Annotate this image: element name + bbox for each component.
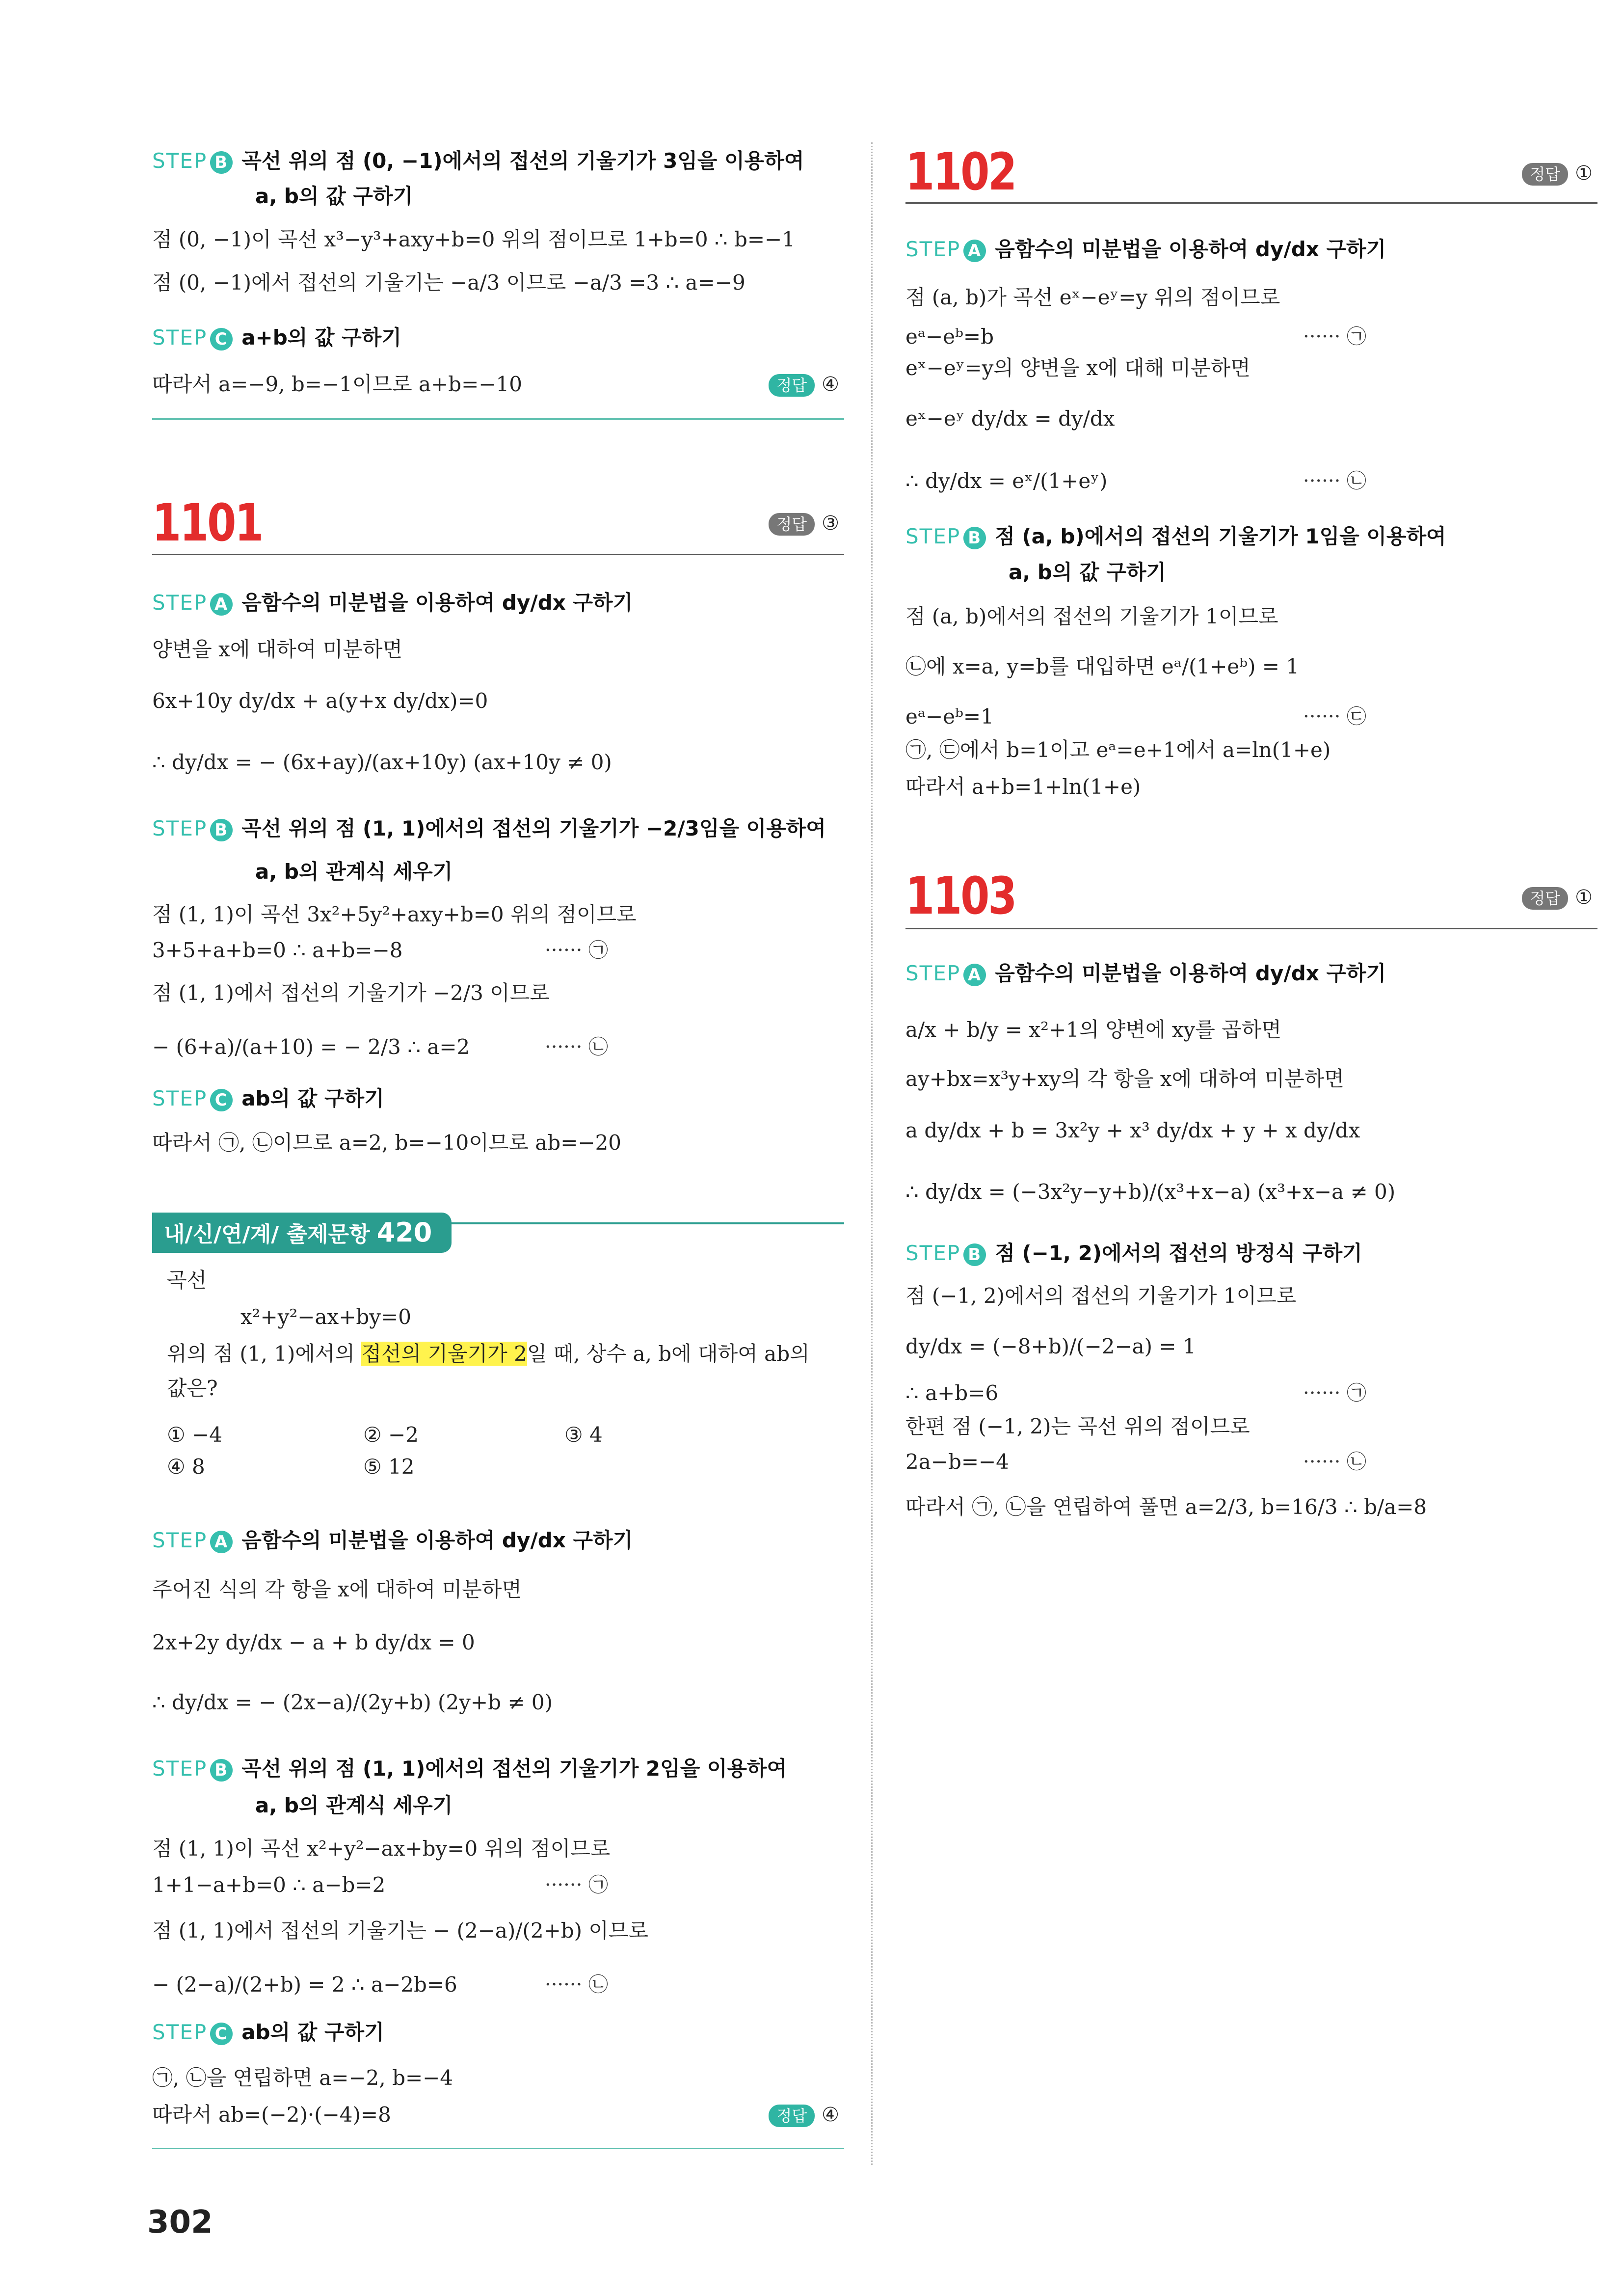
answer-badge: [1522, 160, 1593, 187]
step-tag: STEP: [152, 816, 208, 840]
problem-rule: [905, 928, 1597, 929]
page-number: 302: [147, 2204, 213, 2241]
answer-badge: [769, 2101, 839, 2129]
step-a-header: [905, 960, 1386, 987]
solution-line: 점 (a, b)에서의 접선의 기울기가 1이므로: [905, 604, 1278, 628]
equation-marker: ······ ㉡: [545, 1973, 609, 1996]
step-tag: STEP: [152, 1086, 208, 1110]
solution-equation: ∴ dy/dx = − (2x−a)/(2y+b) (2y+b ≠ 0): [152, 1690, 553, 1714]
related-problem-title: 내/신/연/계/ 출제문항: [164, 1222, 370, 1247]
step-title: 음함수의 미분법을 이용하여 dy/dx 구하기: [995, 237, 1386, 261]
question-line: 값은?: [167, 1376, 218, 1400]
equation-marker: ······ ㉠: [1303, 325, 1367, 348]
step-tag: STEP: [152, 1756, 208, 1781]
step-b-header: [152, 147, 804, 175]
equation-marker: ······ ㉡: [1303, 1451, 1367, 1473]
answer-label: 정답: [769, 374, 815, 397]
solution-equation: − (6+a)/(a+10) = − 2/3 ∴ a=2: [152, 1035, 470, 1059]
step-b-header: [152, 1755, 787, 1783]
step-tag: STEP: [152, 1528, 208, 1552]
step-letter-badge: A: [210, 593, 233, 616]
step-letter-badge: C: [210, 1089, 233, 1111]
step-b-header-cont: a, b의 관계식 세우기: [255, 1793, 453, 1817]
answer-value: ④: [822, 373, 839, 396]
problem-number: 1102: [905, 142, 1016, 202]
answer-badge: [1522, 884, 1593, 911]
solution-equation: ∴ dy/dx = − (6x+ay)/(ax+10y) (ax+10y ≠ 0): [152, 750, 612, 774]
step-title: 곡선 위의 점 (1, 1)에서의 접선의 기울기가 −2/3임을 이용하여: [241, 816, 826, 840]
solution-equation: 2x+2y dy/dx − a + b dy/dx = 0: [152, 1630, 475, 1654]
choice-5: ⑤ 12: [363, 1455, 415, 1479]
solution-line: eˣ−eʸ=y의 양변을 x에 대해 미분하면: [905, 356, 1251, 380]
equation-marker: ······ ㉠: [1303, 1382, 1367, 1405]
solution-line: 한편 점 (−1, 2)는 곡선 위의 점이므로: [905, 1414, 1250, 1438]
choice-1: ① −4: [167, 1423, 222, 1447]
question-text: 위의 점 (1, 1)에서의: [167, 1342, 362, 1366]
step-letter-badge: B: [963, 1243, 986, 1266]
solution-line: 양변을 x에 대하여 미분하면: [152, 637, 403, 661]
step-title: ab의 값 구하기: [241, 1086, 384, 1110]
step-letter-badge: B: [963, 527, 986, 549]
solution-line: 점 (0, −1)에서 접선의 기울기는 −a/3 이므로 −a/3 =3 ∴ a=−9: [152, 270, 745, 295]
solution-equation: ㉡에 x=a, y=b를 대입하면 eᵃ/(1+eᵇ) = 1: [905, 654, 1300, 678]
equation-marker: ······ ㉡: [545, 1036, 609, 1058]
step-c-header: [152, 2019, 384, 2046]
solution-line: eᵃ−eᵇ=b: [905, 324, 994, 349]
column-separator: [871, 142, 873, 2165]
step-letter-badge: B: [210, 819, 233, 841]
solution-equation: 따라서 ㉠, ㉡을 연립하여 풀면 a=2/3, b=16/3 ∴ b/a=8: [905, 1495, 1427, 1519]
solution-line: 따라서 ab=(−2)·(−4)=8: [152, 2103, 391, 2127]
divider: [152, 2148, 844, 2149]
solution-line: 점 (1, 1)이 곡선 x²+y²−ax+by=0 위의 점이므로: [152, 1837, 611, 1861]
step-letter-badge: A: [963, 240, 986, 262]
solution-equation: ∴ dy/dx = eˣ/(1+eʸ): [905, 469, 1108, 493]
step-title: 음함수의 미분법을 이용하여 dy/dx 구하기: [241, 591, 633, 615]
answer-badge: [769, 510, 839, 537]
step-tag: STEP: [905, 961, 961, 985]
equation-marker: ······ ㉡: [1303, 470, 1367, 492]
step-tag: STEP: [152, 325, 208, 350]
box-rule: [432, 1222, 844, 1224]
problem-rule: [152, 554, 844, 555]
question-line: 곡선: [167, 1268, 207, 1292]
answer-label: 정답: [769, 2105, 815, 2127]
answer-value: ①: [1575, 162, 1593, 185]
answer-label: 정답: [1522, 163, 1568, 186]
related-problem-header: [152, 1213, 452, 1253]
step-title: 곡선 위의 점 (1, 1)에서의 접선의 기울기가 2임을 이용하여: [241, 1756, 787, 1781]
solution-line: ∴ a+b=6: [905, 1381, 999, 1405]
step-c-header: [152, 1085, 384, 1112]
step-letter-badge: A: [963, 964, 986, 986]
answer-value: ④: [822, 2104, 839, 2126]
step-title: 점 (−1, 2)에서의 접선의 방정식 구하기: [995, 1241, 1362, 1265]
solution-line: 3+5+a+b=0 ∴ a+b=−8: [152, 938, 403, 962]
question-text: 일 때, 상수 a, b에 대하여 ab의: [527, 1342, 810, 1366]
step-a-header: [152, 1527, 633, 1554]
solution-line: 따라서 a+b=1+ln(1+e): [905, 775, 1141, 799]
solution-equation: 점 (1, 1)에서 접선의 기울기는 − (2−a)/(2+b) 이므로: [152, 1918, 649, 1943]
solution-line: 점 (0, −1)이 곡선 x³−y³+axy+b=0 위의 점이므로 1+b=0 ∴ b=−1: [152, 227, 795, 251]
question-equation: x²+y²−ax+by=0: [240, 1305, 411, 1329]
solution-line: ay+bx=x³y+xy의 각 항을 x에 대하여 미분하면: [905, 1067, 1344, 1091]
choice-2: ② −2: [363, 1423, 419, 1447]
step-title: 점 (a, b)에서의 접선의 기울기가 1임을 이용하여: [995, 524, 1446, 548]
step-letter-badge: B: [210, 151, 233, 174]
step-title: 음함수의 미분법을 이용하여 dy/dx 구하기: [995, 961, 1386, 985]
solution-equation: eˣ−eʸ dy/dx = dy/dx: [905, 406, 1115, 431]
step-a-header: [152, 589, 633, 617]
choice-3: ③ 4: [564, 1423, 603, 1447]
answer-badge: [769, 371, 839, 398]
solution-line: 점 (a, b)가 곡선 eˣ−eʸ=y 위의 점이므로: [905, 285, 1280, 309]
step-b-header-cont: a, b의 값 구하기: [1009, 560, 1167, 584]
step-b-header-cont: a, b의 값 구하기: [255, 184, 413, 208]
step-title: 음함수의 미분법을 이용하여 dy/dx 구하기: [241, 1528, 633, 1552]
solution-line: 점 (−1, 2)에서의 접선의 기울기가 1이므로: [905, 1284, 1297, 1308]
solution-line: 따라서 ㉠, ㉡이므로 a=2, b=−10이므로 ab=−20: [152, 1131, 622, 1155]
equation-marker: ······ ㉢: [1303, 705, 1367, 728]
step-title: ab의 값 구하기: [241, 2020, 384, 2044]
step-b-header: [905, 1240, 1362, 1267]
answer-label: 정답: [1522, 887, 1568, 910]
solution-equation: a dy/dx + b = 3x²y + x³ dy/dx + y + x dy/dx: [905, 1118, 1360, 1142]
problem-number: 1101: [152, 493, 263, 553]
solution-equation: dy/dx = (−8+b)/(−2−a) = 1: [905, 1334, 1196, 1358]
equation-marker: ······ ㉠: [545, 1874, 609, 1896]
solution-line: eᵃ−eᵇ=1: [905, 704, 994, 729]
solution-equation: ∴ dy/dx = (−3x²y−y+b)/(x³+x−a) (x³+x−a ≠ 0): [905, 1180, 1396, 1204]
problem-rule: [905, 202, 1597, 204]
step-tag: STEP: [152, 591, 208, 615]
choice-4: ④ 8: [167, 1455, 205, 1479]
step-title: 곡선 위의 점 (0, −1)에서의 접선의 기울기가 3임을 이용하여: [241, 149, 804, 173]
answer-value: ③: [822, 512, 839, 535]
solution-line: 따라서 a=−9, b=−1이므로 a+b=−10: [152, 372, 522, 396]
solution-line: a/x + b/y = x²+1의 양변에 xy를 곱하면: [905, 1018, 1281, 1042]
solution-line: 주어진 식의 각 항을 x에 대하여 미분하면: [152, 1577, 522, 1601]
step-tag: STEP: [905, 1241, 961, 1265]
divider: [152, 418, 844, 420]
problem-number: 1103: [905, 866, 1016, 926]
solution-line: 1+1−a+b=0 ∴ a−b=2: [152, 1873, 386, 1897]
step-b-header: [905, 523, 1446, 550]
step-b-header-cont: a, b의 관계식 세우기: [255, 860, 453, 884]
step-tag: STEP: [152, 2020, 208, 2044]
solution-line: ㉠, ㉢에서 b=1이고 eᵃ=e+1에서 a=ln(1+e): [905, 738, 1331, 762]
step-tag: STEP: [152, 149, 208, 173]
step-tag: STEP: [905, 237, 961, 261]
solution-line: 점 (1, 1)이 곡선 3x²+5y²+axy+b=0 위의 점이므로: [152, 902, 637, 926]
step-letter-badge: C: [210, 2023, 233, 2045]
highlighted-text: 접선의 기울기가 2: [361, 1342, 527, 1366]
equation-marker: ······ ㉠: [545, 939, 609, 962]
solution-line: 2a−b=−4: [905, 1450, 1009, 1474]
solution-line: ㉠, ㉡을 연립하면 a=−2, b=−4: [152, 2066, 453, 2090]
step-b-header: [152, 815, 826, 842]
answer-value: ①: [1575, 886, 1593, 909]
step-title: a+b의 값 구하기: [241, 325, 401, 350]
step-letter-badge: A: [210, 1531, 233, 1553]
related-problem-number: 420: [376, 1217, 432, 1248]
step-letter-badge: C: [210, 328, 233, 351]
step-c-header: [152, 324, 401, 351]
step-letter-badge: B: [210, 1759, 233, 1782]
step-a-header: [905, 236, 1386, 263]
answer-label: 정답: [769, 513, 815, 536]
step-tag: STEP: [905, 524, 961, 548]
solution-equation: 6x+10y dy/dx + a(y+x dy/dx)=0: [152, 689, 488, 713]
solution-equation: − (2−a)/(2+b) = 2 ∴ a−2b=6: [152, 1972, 457, 1997]
solution-line: 점 (1, 1)에서 접선의 기울기가 −2/3 이므로: [152, 981, 550, 1005]
question-line: [167, 1340, 810, 1368]
